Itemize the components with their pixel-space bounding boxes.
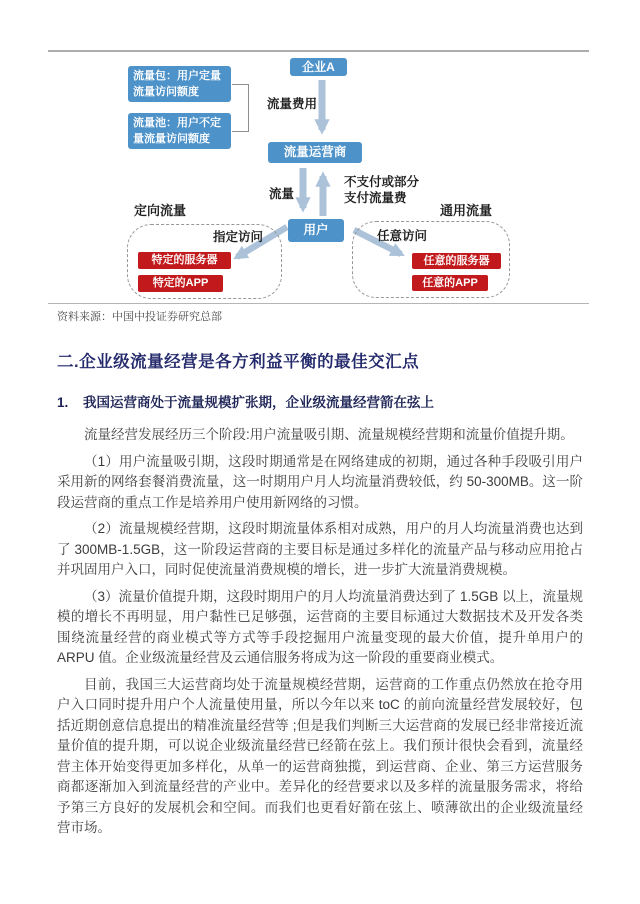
- figure-bottom-rule: [48, 303, 589, 304]
- label-any-access: 任意访问: [377, 229, 428, 243]
- paragraph-stage-2: （2）流量规模经营期，这段时期流量体系相对成熟，用户的月人均流量消费也达到了 300MB-1.5GB，这一阶段运营商的主要目标是通过多样化的流量产品与移动应用抢占并巩固用户入口，同时促使流量消费规模的增长，进一步扩大流量消费规模。: [57, 521, 583, 577]
- package-pool-bracket: [232, 84, 249, 132]
- node-specific-app: 特定的APP: [138, 275, 223, 292]
- node-enterprise-a: 企业A: [290, 58, 347, 76]
- section-heading: 二.企业级流量经营是各方利益平衡的最佳交汇点: [57, 353, 420, 371]
- sub-heading-text: 我国运营商处于流量规模扩张期，企业级流量经营箭在弦上: [83, 395, 434, 410]
- flow-arrows: [0, 0, 640, 336]
- article-body: [0, 336, 640, 839]
- node-traffic-package: 流量包：用户定量流量访问额度: [128, 66, 231, 102]
- label-traffic-fee: 流量费用: [267, 97, 318, 111]
- sub-heading: [57, 393, 583, 413]
- paragraph-stage-3: （3）流量价值提升期，这段时期用户的月人均流量消费达到了 1.5GB 以上，流量规模的增长不再明显，用户黏性已足够强，运营商的主要目标通过大数据技术及开发各类围绕流量经营的商业模式等方式等手段挖掘用户流量变现的最大价值，提升单用户的 ARPU 值。企业级流量经营及云通信服务将成为这一阶段的重要商业模式。: [57, 588, 583, 665]
- node-any-server: 任意的服务器: [412, 253, 501, 269]
- node-traffic-operator: 流量运营商: [268, 142, 362, 163]
- label-partial-pay: 不支付或部分支付流量费: [344, 175, 420, 205]
- label-traffic: 流量: [269, 187, 295, 201]
- paragraph-stages-overview: 流量经营发展经历三个阶段:用户流量吸引期、流量规模经营期和流量价值提升期。: [84, 427, 574, 442]
- paragraph-stage-1: （1）用户流量吸引期，这段时期通常是在网络建成的初期，通过各种手段吸引用户采用新的网络套餐消费流量，这一时期用户月人均流量消费较低，约 50-300MB。这一阶段运营商的重点工作是培养用户使用新网络的习惯。: [57, 453, 583, 510]
- traffic-operation-diagram: [0, 0, 640, 336]
- node-any-app: 任意的APP: [412, 275, 488, 291]
- label-designated-access: 指定访问: [213, 230, 264, 244]
- node-specific-server: 特定的服务器: [138, 252, 231, 269]
- label-directed-traffic: 定向流量: [134, 203, 187, 218]
- node-user: 用户: [288, 219, 344, 242]
- paragraph-current-status: 目前，我国三大运营商均处于流量规模经营期，运营商的工作重点仍然放在抢夺用户入口同时提升用户个人流量使用量，所以今年以来 toC 的前向流量经营发展较好，包括近期创意信息提出的精准流量经营等 ;但是我们判断三大运营商的发展已经非常接近流量价值的提升期，可以说企业级流量经营已经箭在弦上。我们预计很快会看到，流量经营主体开始变得更加多样化，从单一的运营商独揽，到运营商、企业、第三方运营服务商都逐渐加入到流量经营的产业中。差异化的经营要求以及多样的流量服务需求，将给予第三方良好的发展机会和空间。而我们也更看好箭在弦上、喷薄欲出的企业级流量经营市场。: [57, 676, 583, 835]
- label-general-traffic: 通用流量: [440, 203, 493, 218]
- source-note: 资料来源：中国中投证券研究总部: [57, 311, 222, 323]
- sub-heading-number: 1.: [57, 395, 69, 410]
- node-traffic-pool: 流量池：用户不定量流量访问额度: [128, 113, 231, 149]
